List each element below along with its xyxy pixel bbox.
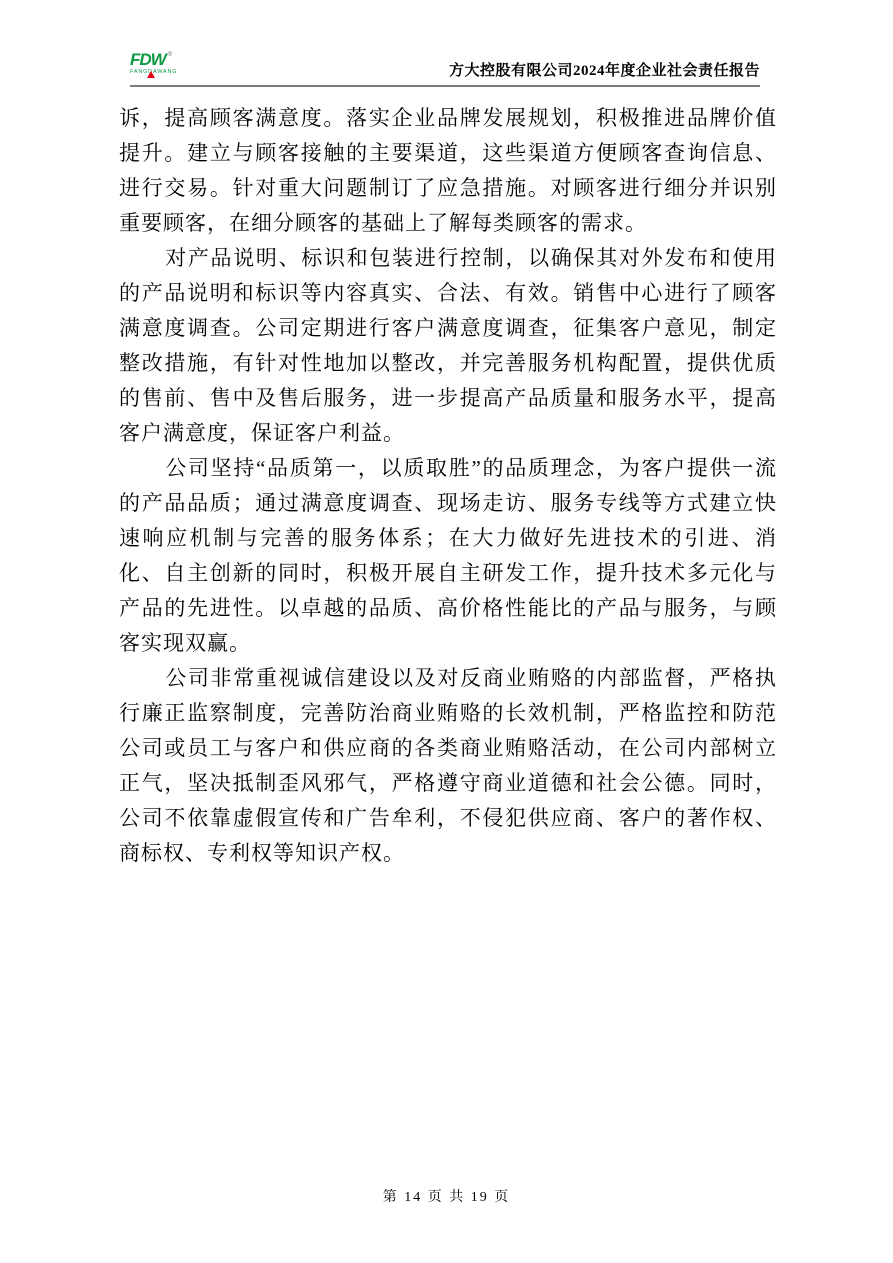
page-footer [0, 1186, 893, 1206]
logo-red-triangle-icon [147, 71, 155, 78]
page-header [130, 44, 760, 87]
page-number: 第 14 页 共 19 页 [382, 1190, 511, 1205]
fangdawang-logo-icon [130, 52, 200, 80]
paragraph: 诉，提高顾客满意度。落实企业品牌发展规划，积极推进品牌价值提升。建立与顾客接触的主要渠道，这些渠道方便顾客查询信息、进行交易。针对重大问题制订了应急措施。对顾客进行细分并识别重要顾客，在细分顾客的基础上了解每类顾客的需求。 [119, 106, 777, 235]
report-title: 方大控股有限公司2024年度企业社会责任报告 [448, 63, 760, 79]
paragraph: 公司坚持“品质第一，以质取胜”的品质理念，为客户提供一流的产品品质；通过满意度调查、现场走访、服务专线等方式建立快速响应机制与完善的服务体系；在大力做好先进技术的引进、消化、自主创新的同时，积极开展自主研发工作，提升技术多元化与产品的先进性。以卓越的品质、高价格性能比的产品与服务，与顾客实现双赢。 [119, 456, 777, 655]
document-body [119, 101, 777, 871]
paragraph: 对产品说明、标识和包装进行控制，以确保其对外发布和使用的产品说明和标识等内容真实、合法、有效。销售中心进行了顾客满意度调查。公司定期进行客户满意度调查，征集客户意见，制定整改措施，有针对性地加以整改，并完善服务机构配置，提供优质的售前、售中及售后服务，进一步提高产品质量和服务水平，提高客户满意度，保证客户利益。 [119, 246, 777, 445]
logo-subtext: FANGDAWANG [130, 69, 178, 75]
registered-trademark-icon: ® [167, 52, 173, 58]
paragraph: 公司非常重视诚信建设以及对反商业贿赂的内部监督，严格执行廉正监察制度，完善防治商业贿赂的长效机制，严格监控和防范公司或员工与客户和供应商的各类商业贿赂活动，在公司内部树立正气，坚决抵制歪风邪气，严格遵守商业道德和社会公德。同时，公司不依靠虚假宣传和广告牟利，不侵犯供应商、客户的著作权、商标权、专利权等知识产权。 [119, 666, 777, 865]
logo-mark-text: FDW [130, 50, 166, 69]
